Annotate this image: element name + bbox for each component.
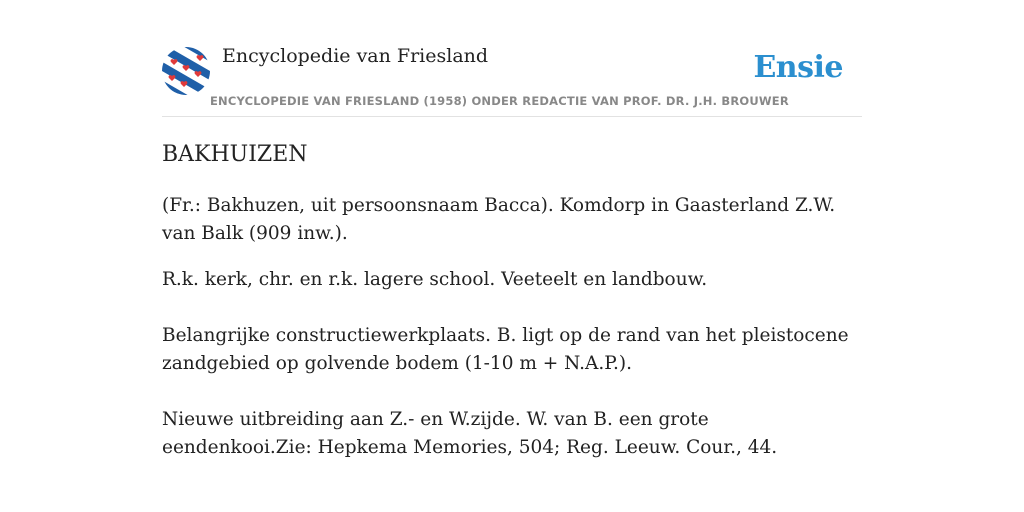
frisian-flag-icon[interactable]	[162, 47, 210, 95]
entry-paragraph: Belangrijke constructiewerkplaats. B. ligt op de rand van het pleistocene zandgebied op golvende bodem (1-10 m + N.A.P.).	[162, 325, 849, 374]
entry-paragraph: Nieuwe uitbreiding aan Z.- en W.zijde. W. van B. een grote eendenkooi.Zie: Hepkema Memories, 504; Reg. Leeuw. Cour., 44.	[162, 409, 778, 458]
site-subtitle: ENCYCLOPEDIE VAN FRIESLAND (1958) ONDER REDACTIE VAN PROF. DR. J.H. BROUWER	[210, 94, 789, 108]
brand-logo[interactable]: Ensie	[753, 50, 843, 85]
entry-paragraph: (Fr.: Bakhuzen, uit persoonsnaam Bacca). Komdorp in Gaasterland Z.W. van Balk (909 inw.).	[162, 195, 836, 244]
site-title[interactable]: Encyclopedie van Friesland	[222, 45, 489, 67]
entry-title: BAKHUIZEN	[162, 142, 308, 167]
entry-content	[162, 139, 862, 480]
site-header	[162, 44, 862, 117]
entry-paragraph: R.k. kerk, chr. en r.k. lagere school. Veeteelt en landbouw.	[162, 269, 708, 290]
